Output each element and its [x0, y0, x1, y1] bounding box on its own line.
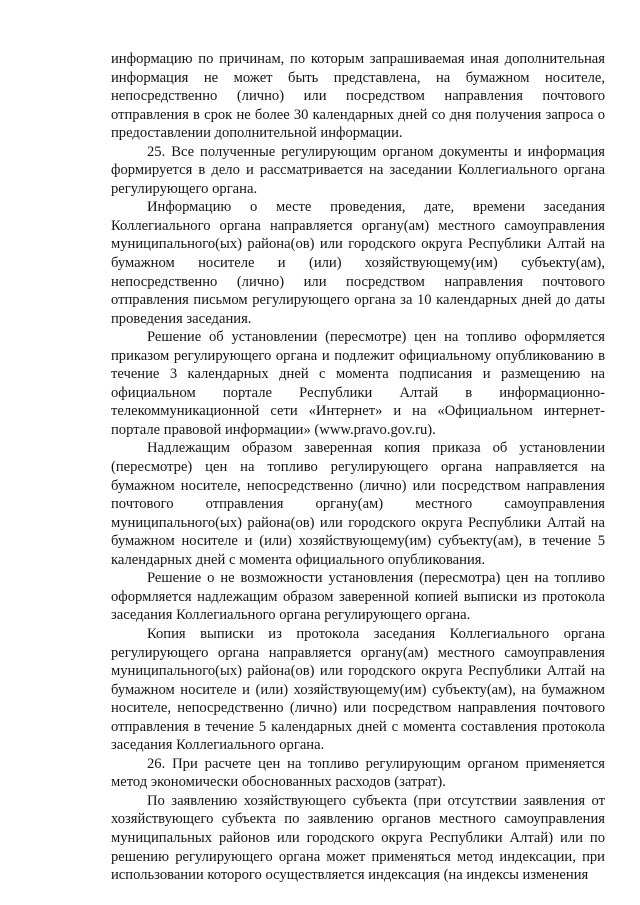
paragraph-price-decision: Решение об установлении (пересмотре) цен на топливо оформляется приказом регулирующего органа и подлежит официальному опубликованию в течение 3 календарных дней с момента подписания и размещению на официальном портале Республики Алтай в информационно-телекоммуникационной сети «Интернет» и на «Официальном интернет-портале правовой информации» (www.pravo.gov.ru). — [111, 329, 605, 438]
paragraph-continued-info: информацию по причинам, по которым запрашиваемая иная дополнительная информация не может быть представлена, на бумажном носителе, непосредственно (лично) или посредством направления почтового отправления в срок не более 30 календарных дней со дня получения запроса о предоставлении дополнительной информации. — [111, 51, 605, 142]
paragraph-refusal-decision: Решение о не возможности установления (пересмотра) цен на топливо оформляется надлежащим образом заверенной копией выписки из протокола заседания Коллегиального органа регулирующего органа. — [111, 570, 605, 624]
paragraph-indexation-method: По заявлению хозяйствующего субъекта (при отсутствии заявления от хозяйствующего субъекта по заявлению органов местного самоуправления муниципальных районов или городского округа Республики Алтай) или по решению регулирующего органа может применяться метод индексации, при использовании которого осуществляется индексация (на индексы изменения — [111, 792, 605, 884]
paragraph-protocol-copy: Копия выписки из протокола заседания Коллегиального органа регулирующего органа направляется органу(ам) местного самоуправления муниципального(ых) района(ов) или городского округа Республики Алтай на бумажном носителе и (или) хозяйствующему(им) субъекту(ам), на бумажном носителе, непосредственно (лично) или посредством направления почтового отправления в течение 5 календарных дней с момента составления протокола заседания Коллегиального органа. — [111, 625, 605, 754]
paragraph-item-25: 25. Все полученные регулирующим органом документы и информация формируется в дело и рассматривается на заседании Коллегиального органа регулирующего органа. — [111, 143, 605, 197]
paragraph-item-26: 26. При расчете цен на топливо регулирующим органом применяется метод экономически обоснованных расходов (затрат). — [111, 755, 605, 791]
paragraph-order-copy: Надлежащим образом заверенная копия приказа об установлении (пересмотре) цен на топливо регулирующего органа направляется на бумажном носителе, непосредственно (лично) или посредством направления почтового отправления органу(ам) местного самоуправления муниципального(ых) района(ов) или городского округа Республики Алтай на бумажном носителе и (или) хозяйствующему(им) субъекту(ам), в течение 5 календарных дней с момента официального опубликования. — [111, 440, 605, 568]
paragraph-meeting-info: Информацию о месте проведения, дате, времени заседания Коллегиального органа направляется органу(ам) местного самоуправления муниципального(ых) района(ов) или городского округа Республики Алтай на бумажном носителе и (или) хозяйствующему(им) субъекту(ам), непосредственно (лично) или посредством направления почтового отправления письмом регулирующего органа за 10 календарных дней до даты проведения заседания. — [111, 199, 605, 327]
document-body — [111, 50, 605, 885]
